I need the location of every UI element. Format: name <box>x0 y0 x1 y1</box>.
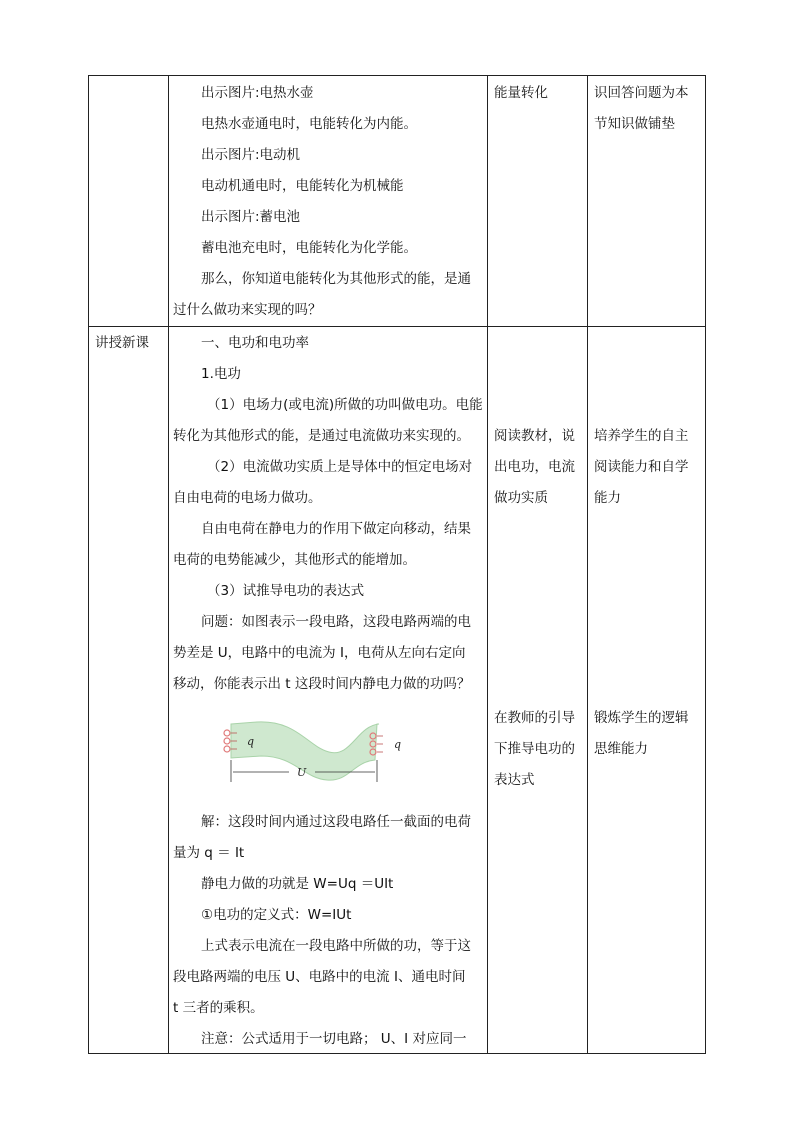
student-line: 表达式 <box>494 772 535 788</box>
content-line: （3）试推导电功的表达式 <box>207 583 365 599</box>
content-line: ①电功的定义式：W=IUt <box>201 907 352 923</box>
content-line: 上式表示电流在一段电路中所做的功，等于这 <box>201 938 471 954</box>
content-line: 那么，你知道电能转化为其他形式的能，是通 <box>201 271 471 287</box>
content-line: 段电路两端的电压 U、电路中的电流 I、通电时间 <box>173 969 466 985</box>
intent-line: 阅读能力和自学 <box>594 459 689 475</box>
student-line: 下推导电功的 <box>494 741 575 757</box>
student-line: 做功实质 <box>494 490 548 506</box>
left-charges <box>224 730 230 752</box>
content-line: 解：这段时间内通过这段电路任一截面的电荷 <box>201 814 471 830</box>
row2-design-intent-b <box>594 703 689 765</box>
content-line: 静电力做的功就是 W=Uq ＝UIt <box>201 876 394 892</box>
row2-design-intent-a <box>594 421 689 514</box>
row2-student-activity-a <box>494 421 575 514</box>
col-divider-3 <box>587 76 588 1053</box>
stage-label: 讲授新课 <box>95 335 149 351</box>
charge-label-right: q <box>394 738 402 751</box>
row2-content-bottom <box>173 807 485 1055</box>
content-line: 自由电荷的电场力做功。 <box>173 490 322 506</box>
student-line: 阅读教材，说 <box>494 428 575 444</box>
content-line: （1）电场力(或电流)所做的功叫做电功。电能 <box>207 397 483 413</box>
content-line: 转化为其他形式的能，是通过电流做功来实现的。 <box>173 428 470 444</box>
intent-line: 节知识做铺垫 <box>594 116 675 132</box>
intent-line: 识回答问题为本 <box>594 85 689 101</box>
circuit-segment-figure <box>217 716 417 800</box>
col-divider-1 <box>168 76 169 1053</box>
intent-line: 锻炼学生的逻辑 <box>594 710 689 726</box>
content-line: 移动，你能表示出 t 这段时间内静电力做的功吗？ <box>173 676 471 692</box>
content-line: 自由电荷在静电力的作用下做定向移动，结果 <box>201 521 471 537</box>
content-line: 出示图片:电动机 <box>201 147 301 163</box>
content-line: 电热水壶通电时，电能转化为内能。 <box>201 116 417 132</box>
content-line: 注意：公式适用于一切电路； U、I 对应同一 <box>201 1031 467 1047</box>
content-line: 量为 q ＝ It <box>173 845 245 861</box>
row2-content-top <box>173 328 485 700</box>
content-line: 出示图片:电热水壶 <box>201 85 314 101</box>
intent-line: 培养学生的自主 <box>594 428 689 444</box>
row1-content <box>173 78 485 326</box>
content-line: 电荷的电势能减少，其他形式的能增加。 <box>173 552 416 568</box>
student-line: 能量转化 <box>494 85 548 101</box>
content-line: 一、电功和电功率 <box>201 335 309 351</box>
col-divider-2 <box>487 76 488 1053</box>
row2-student-activity-b <box>494 703 575 796</box>
content-line: （2）电流做功实质上是导体中的恒定电场对 <box>207 459 473 475</box>
row-divider <box>89 326 705 327</box>
intent-line: 能力 <box>594 490 621 506</box>
content-line: t 三者的乘积。 <box>173 1000 264 1016</box>
lesson-table <box>88 75 706 1054</box>
row1-student-activity <box>494 78 548 109</box>
content-line: 问题：如图表示一段电路，这段电路两端的电 <box>201 614 471 630</box>
content-line: 势差是 U，电路中的电流为 I，电荷从左向右定向 <box>173 645 466 661</box>
row1-design-intent <box>594 78 689 140</box>
intent-line: 思维能力 <box>594 741 648 757</box>
content-line: 电动机通电时，电能转化为机械能 <box>201 178 404 194</box>
content-line: 蓄电池充电时，电能转化为化学能。 <box>201 240 417 256</box>
voltage-label: U <box>297 766 307 779</box>
content-line: 出示图片:蓄电池 <box>201 209 301 225</box>
charge-label-left: q <box>247 735 255 748</box>
student-line: 出电功，电流 <box>494 459 575 475</box>
student-line: 在教师的引导 <box>494 710 575 726</box>
content-line: 1.电功 <box>201 366 241 382</box>
content-line: 过什么做功来实现的吗？ <box>173 302 322 318</box>
